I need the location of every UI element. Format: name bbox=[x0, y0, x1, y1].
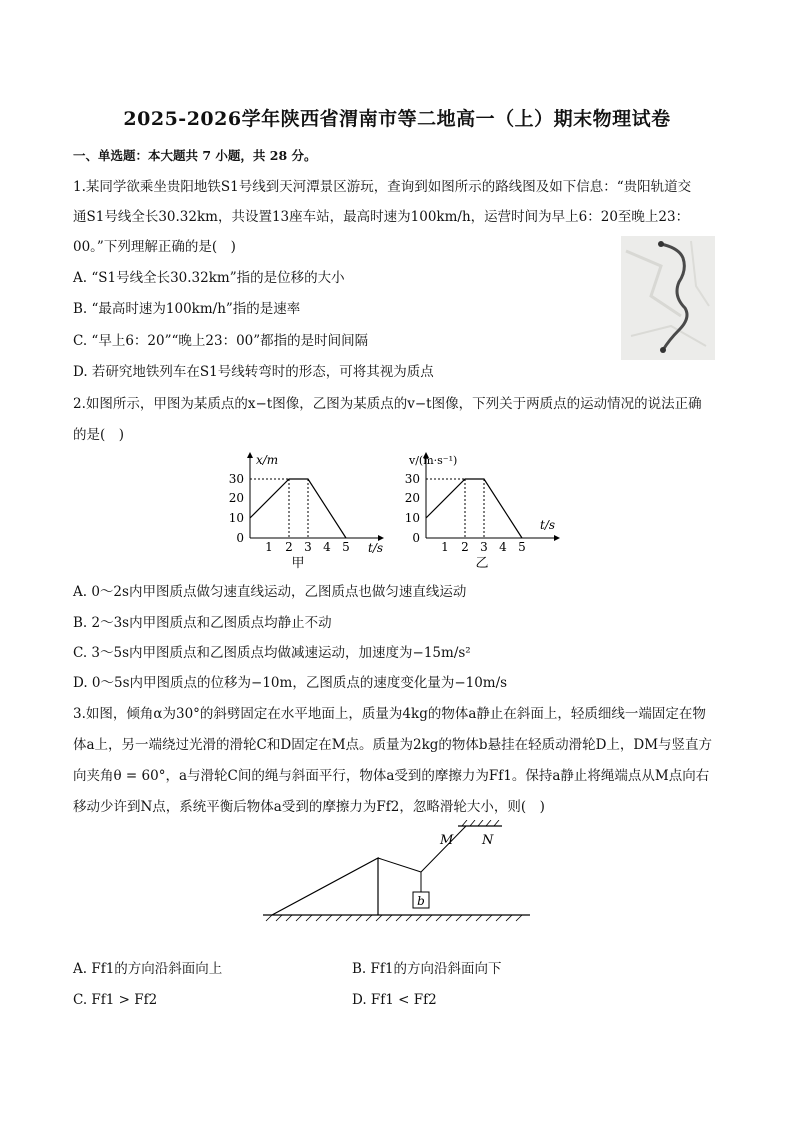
jia-ytick-0: 0 bbox=[236, 531, 244, 545]
graph-yi bbox=[404, 450, 574, 572]
q3-line-4: 移动少许到N点，系统平衡后物体a受到的摩擦力为Ff2，忽略滑轮大小，则( ) bbox=[73, 799, 545, 815]
yi-xtick-3: 3 bbox=[480, 540, 488, 554]
yi-ytick-0: 0 bbox=[412, 531, 420, 545]
jia-ytick-20: 20 bbox=[228, 491, 244, 505]
yi-xtick-4: 4 bbox=[499, 540, 507, 554]
jia-ylabel: x/m bbox=[256, 453, 279, 467]
q3-line-3: 向夹角θ = 60°，a与滑轮C间的绳与斜面平行，物体a受到的摩擦力为Ff1。保持a静止将绳端点从M点向右 bbox=[73, 768, 710, 784]
section-heading: 一、单选题：本大题共 7 小题，共 28 分。 bbox=[73, 148, 317, 163]
q1-option-b: B. “最高时速为100km/h”指的是速率 bbox=[73, 301, 301, 317]
q1-option-c: C. “早上6：20”“晚上23：00”都指的是时间间隔 bbox=[73, 333, 369, 349]
q2-option-a: A. 0～2s内甲图质点做匀速直线运动，乙图质点也做匀速直线运动 bbox=[73, 584, 467, 600]
q3-option-a: A. Ff1的方向沿斜面向上 bbox=[73, 961, 223, 977]
yi-xtick-5: 5 bbox=[518, 540, 526, 554]
q1-line-3: 00。”下列理解正确的是( ) bbox=[73, 239, 236, 255]
q3-option-b: B. Ff1的方向沿斜面向下 bbox=[352, 961, 502, 977]
q2-line-1: 2.如图所示，甲图为某质点的x−t图像，乙图为某质点的v−t图像，下列关于两质点的运动情况的说法正确 bbox=[73, 396, 702, 412]
q3-line-2: 体a上，另一端绕过光滑的滑轮C和D固定在M点。质量为2kg的物体b悬挂在轻质动滑轮D上，DM与竖直方 bbox=[73, 737, 713, 753]
q3-line-1: 3.如图，倾角α为30°的斜劈固定在水平地面上，质量为4kg的物体a静止在斜面上，轻质细线一端固定在物 bbox=[73, 706, 706, 722]
jia-caption: 甲 bbox=[291, 556, 305, 571]
q1-option-d: D. 若研究地铁列车在S1号线转弯时的形态，可将其视为质点 bbox=[73, 364, 434, 380]
jia-xtick-5: 5 bbox=[342, 540, 350, 554]
jia-xtick-3: 3 bbox=[304, 540, 312, 554]
jia-xtick-1: 1 bbox=[265, 540, 273, 554]
q2-option-c: C. 3～5s内甲图质点和乙图质点均做减速运动，加速度为−15m/s² bbox=[73, 645, 471, 661]
q1-option-a: A. “S1号线全长30.32km”指的是位移的大小 bbox=[73, 270, 345, 286]
route-map-image bbox=[621, 236, 715, 360]
q2-option-b: B. 2～3s内甲图质点和乙图质点均静止不动 bbox=[73, 615, 332, 631]
yi-ylabel: v/(m·s⁻¹) bbox=[409, 454, 458, 467]
yi-xtick-2: 2 bbox=[461, 540, 469, 554]
page-title: 2025-2026学年陕西省渭南市等二地高一（上）期末物理试卷 bbox=[123, 108, 671, 130]
q1-line-2: 通S1号线全长30.32km，共设置13座车站，最高时速为100km/h，运营时间为早上6：20至晚上23： bbox=[73, 209, 690, 225]
jia-ytick-10: 10 bbox=[228, 511, 244, 525]
q2-option-d: D. 0～5s内甲图质点的位移为−10m，乙图质点的速度变化量为−10m/s bbox=[73, 675, 508, 691]
label-m: M bbox=[440, 833, 454, 848]
jia-ytick-30: 30 bbox=[228, 472, 244, 486]
q3-option-c: C. Ff1 > Ff2 bbox=[73, 992, 158, 1008]
yi-ytick-20: 20 bbox=[404, 491, 420, 505]
jia-xtick-4: 4 bbox=[323, 540, 331, 554]
jia-xlabel: t/s bbox=[368, 541, 384, 555]
q2-line-2: 的是( ) bbox=[73, 427, 125, 443]
yi-xtick-1: 1 bbox=[441, 540, 449, 554]
label-b: b bbox=[417, 894, 425, 908]
graph-jia bbox=[228, 450, 398, 572]
yi-xlabel: t/s bbox=[540, 518, 556, 532]
q1-line-1: 1.某同学欲乘坐贵阳地铁S1号线到天河潭景区游玩，查询到如图所示的路线图及如下信息：“贵阳轨道交 bbox=[73, 179, 692, 195]
q3-option-d: D. Ff1 < Ff2 bbox=[352, 992, 437, 1008]
label-n: N bbox=[482, 833, 494, 848]
yi-ytick-10: 10 bbox=[404, 511, 420, 525]
incline-pulley-figure bbox=[258, 820, 538, 930]
yi-ytick-30: 30 bbox=[404, 472, 420, 486]
yi-caption: 乙 bbox=[475, 556, 489, 571]
jia-xtick-2: 2 bbox=[285, 540, 293, 554]
